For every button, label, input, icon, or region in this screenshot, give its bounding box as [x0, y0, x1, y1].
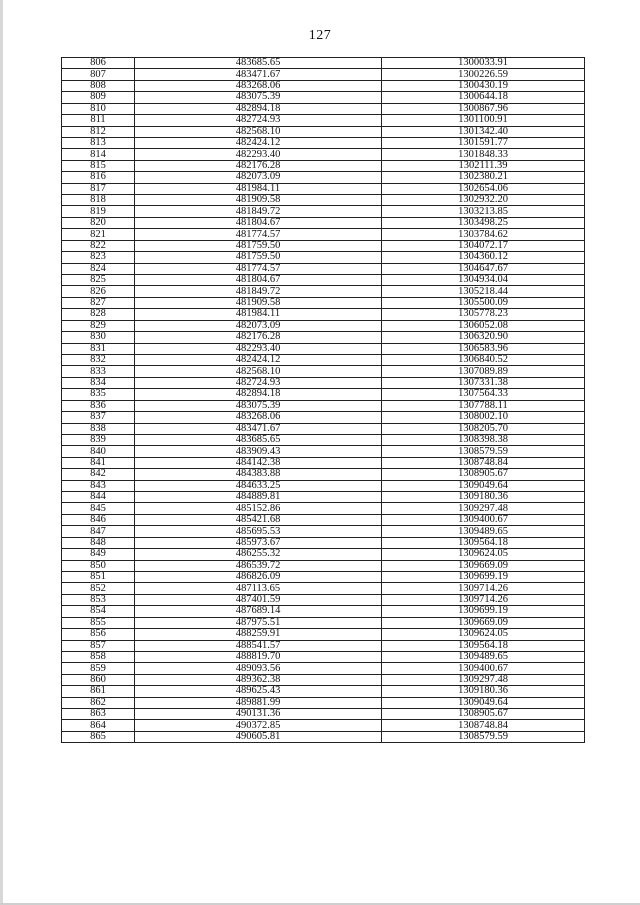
point-number-cell: 834: [62, 377, 135, 388]
page-number: 127: [308, 28, 332, 43]
x-coordinate-cell: 482176.28: [135, 160, 382, 171]
y-coordinate-cell: 1309049.64: [382, 480, 585, 491]
point-number-cell: 832: [62, 354, 135, 365]
y-coordinate-cell: 1309489.65: [382, 526, 585, 537]
y-coordinate-cell: 1302932.20: [382, 195, 585, 206]
point-number-cell: 833: [62, 366, 135, 377]
point-number-cell: 861: [62, 686, 135, 697]
point-number-cell: 840: [62, 446, 135, 457]
x-coordinate-cell: 484383.88: [135, 469, 382, 480]
point-number-cell: 865: [62, 731, 135, 742]
y-coordinate-cell: 1306320.90: [382, 332, 585, 343]
x-coordinate-cell: 485421.68: [135, 514, 382, 525]
x-coordinate-cell: 488259.91: [135, 629, 382, 640]
x-coordinate-cell: 484889.81: [135, 492, 382, 503]
x-coordinate-cell: 482424.12: [135, 354, 382, 365]
x-coordinate-cell: 490605.81: [135, 731, 382, 742]
table-row: [62, 446, 585, 457]
table-row: [62, 103, 585, 114]
y-coordinate-cell: 1307331.38: [382, 377, 585, 388]
x-coordinate-cell: 483471.67: [135, 423, 382, 434]
table-row: [62, 240, 585, 251]
point-number-cell: 848: [62, 537, 135, 548]
y-coordinate-cell: 1300226.59: [382, 69, 585, 80]
x-coordinate-cell: 482894.18: [135, 103, 382, 114]
y-coordinate-cell: 1300644.18: [382, 92, 585, 103]
x-coordinate-cell: 485152.86: [135, 503, 382, 514]
point-number-cell: 853: [62, 594, 135, 605]
x-coordinate-cell: 482073.09: [135, 172, 382, 183]
x-coordinate-cell: 489093.56: [135, 663, 382, 674]
x-coordinate-cell: 482073.09: [135, 320, 382, 331]
table-row: [62, 526, 585, 537]
table-row: [62, 731, 585, 742]
point-number-cell: 858: [62, 651, 135, 662]
y-coordinate-cell: 1301591.77: [382, 137, 585, 148]
table-row: [62, 697, 585, 708]
y-coordinate-cell: 1305778.23: [382, 309, 585, 320]
y-coordinate-cell: 1300033.91: [382, 58, 585, 69]
table-row: [62, 58, 585, 69]
point-number-cell: 811: [62, 115, 135, 126]
point-number-cell: 845: [62, 503, 135, 514]
y-coordinate-cell: 1308579.59: [382, 731, 585, 742]
y-coordinate-cell: 1303213.85: [382, 206, 585, 217]
y-coordinate-cell: 1309714.26: [382, 594, 585, 605]
x-coordinate-cell: 487689.14: [135, 606, 382, 617]
x-coordinate-cell: 489625.43: [135, 686, 382, 697]
y-coordinate-cell: 1309297.48: [382, 674, 585, 685]
y-coordinate-cell: 1307089.89: [382, 366, 585, 377]
table-row: [62, 126, 585, 137]
point-number-cell: 830: [62, 332, 135, 343]
y-coordinate-cell: 1302380.21: [382, 172, 585, 183]
point-number-cell: 850: [62, 560, 135, 571]
point-number-cell: 829: [62, 320, 135, 331]
point-number-cell: 856: [62, 629, 135, 640]
point-number-cell: 835: [62, 389, 135, 400]
point-number-cell: 842: [62, 469, 135, 480]
point-number-cell: 864: [62, 720, 135, 731]
table-row: [62, 412, 585, 423]
y-coordinate-cell: 1309669.09: [382, 560, 585, 571]
y-coordinate-cell: 1308205.70: [382, 423, 585, 434]
x-coordinate-cell: 488819.70: [135, 651, 382, 662]
y-coordinate-cell: 1307564.33: [382, 389, 585, 400]
x-coordinate-cell: 482724.93: [135, 115, 382, 126]
point-number-cell: 839: [62, 434, 135, 445]
y-coordinate-cell: 1301342.40: [382, 126, 585, 137]
y-coordinate-cell: 1309180.36: [382, 686, 585, 697]
point-number-cell: 822: [62, 240, 135, 251]
table-row: [62, 115, 585, 126]
x-coordinate-cell: 481909.58: [135, 195, 382, 206]
table-row: [62, 149, 585, 160]
x-coordinate-cell: 487975.51: [135, 617, 382, 628]
point-number-cell: 819: [62, 206, 135, 217]
table-row: [62, 286, 585, 297]
point-number-cell: 823: [62, 252, 135, 263]
x-coordinate-cell: 481759.50: [135, 240, 382, 251]
x-coordinate-cell: 481849.72: [135, 286, 382, 297]
y-coordinate-cell: 1304934.04: [382, 275, 585, 286]
table-row: [62, 195, 585, 206]
table-row: [62, 320, 585, 331]
table-row: [62, 492, 585, 503]
table-row: [62, 503, 585, 514]
table-row: [62, 69, 585, 80]
point-number-cell: 831: [62, 343, 135, 354]
table-row: [62, 583, 585, 594]
point-number-cell: 820: [62, 217, 135, 228]
x-coordinate-cell: 486826.09: [135, 571, 382, 582]
table-row: [62, 457, 585, 468]
table-row: [62, 137, 585, 148]
point-number-cell: 852: [62, 583, 135, 594]
y-coordinate-cell: 1302654.06: [382, 183, 585, 194]
y-coordinate-cell: 1308748.84: [382, 457, 585, 468]
table-row: [62, 480, 585, 491]
y-coordinate-cell: 1300430.19: [382, 80, 585, 91]
y-coordinate-cell: 1309624.05: [382, 549, 585, 560]
point-number-cell: 846: [62, 514, 135, 525]
point-number-cell: 826: [62, 286, 135, 297]
point-number-cell: 837: [62, 412, 135, 423]
x-coordinate-cell: 481774.57: [135, 263, 382, 274]
x-coordinate-cell: 481909.58: [135, 297, 382, 308]
y-coordinate-cell: 1306583.96: [382, 343, 585, 354]
table-row: [62, 92, 585, 103]
x-coordinate-cell: 490131.36: [135, 709, 382, 720]
table-row: [62, 571, 585, 582]
table-row: [62, 537, 585, 548]
table-row: [62, 606, 585, 617]
point-number-cell: 838: [62, 423, 135, 434]
y-coordinate-cell: 1308398.38: [382, 434, 585, 445]
table-row: [62, 297, 585, 308]
table-row: [62, 160, 585, 171]
point-number-cell: 817: [62, 183, 135, 194]
x-coordinate-cell: 489881.99: [135, 697, 382, 708]
table-row: [62, 275, 585, 286]
point-number-cell: 806: [62, 58, 135, 69]
point-number-cell: 855: [62, 617, 135, 628]
table-row: [62, 674, 585, 685]
y-coordinate-cell: 1309049.64: [382, 697, 585, 708]
table-row: [62, 549, 585, 560]
y-coordinate-cell: 1309489.65: [382, 651, 585, 662]
x-coordinate-cell: 487113.65: [135, 583, 382, 594]
x-coordinate-cell: 481804.67: [135, 275, 382, 286]
table-row: [62, 389, 585, 400]
x-coordinate-cell: 481774.57: [135, 229, 382, 240]
point-number-cell: 816: [62, 172, 135, 183]
x-coordinate-cell: 483268.06: [135, 412, 382, 423]
point-number-cell: 843: [62, 480, 135, 491]
x-coordinate-cell: 482424.12: [135, 137, 382, 148]
y-coordinate-cell: 1304647.67: [382, 263, 585, 274]
y-coordinate-cell: 1306840.52: [382, 354, 585, 365]
x-coordinate-cell: 483075.39: [135, 92, 382, 103]
y-coordinate-cell: 1306052.08: [382, 320, 585, 331]
table-row: [62, 686, 585, 697]
point-number-cell: 827: [62, 297, 135, 308]
table-row: [62, 252, 585, 263]
y-coordinate-cell: 1309564.18: [382, 640, 585, 651]
table-row: [62, 217, 585, 228]
x-coordinate-cell: 490372.85: [135, 720, 382, 731]
table-row: [62, 594, 585, 605]
y-coordinate-cell: 1309297.48: [382, 503, 585, 514]
y-coordinate-cell: 1309624.05: [382, 629, 585, 640]
x-coordinate-cell: 483075.39: [135, 400, 382, 411]
point-number-cell: 810: [62, 103, 135, 114]
y-coordinate-cell: 1303784.62: [382, 229, 585, 240]
point-number-cell: 818: [62, 195, 135, 206]
point-number-cell: 813: [62, 137, 135, 148]
point-number-cell: 841: [62, 457, 135, 468]
point-number-cell: 857: [62, 640, 135, 651]
x-coordinate-cell: 484142.38: [135, 457, 382, 468]
y-coordinate-cell: 1308905.67: [382, 469, 585, 480]
table-row: [62, 354, 585, 365]
x-coordinate-cell: 482724.93: [135, 377, 382, 388]
x-coordinate-cell: 483268.06: [135, 80, 382, 91]
point-number-cell: 815: [62, 160, 135, 171]
y-coordinate-cell: 1309564.18: [382, 537, 585, 548]
x-coordinate-cell: 484633.25: [135, 480, 382, 491]
y-coordinate-cell: 1309699.19: [382, 606, 585, 617]
point-number-cell: 814: [62, 149, 135, 160]
x-coordinate-cell: 485973.67: [135, 537, 382, 548]
table-row: [62, 514, 585, 525]
point-number-cell: 828: [62, 309, 135, 320]
y-coordinate-cell: 1301848.33: [382, 149, 585, 160]
y-coordinate-cell: 1304360.12: [382, 252, 585, 263]
table-row: [62, 206, 585, 217]
point-number-cell: 862: [62, 697, 135, 708]
table-row: [62, 709, 585, 720]
x-coordinate-cell: 481849.72: [135, 206, 382, 217]
y-coordinate-cell: 1304072.17: [382, 240, 585, 251]
x-coordinate-cell: 483909.43: [135, 446, 382, 457]
table-row: [62, 309, 585, 320]
y-coordinate-cell: 1301100.91: [382, 115, 585, 126]
table-row: [62, 172, 585, 183]
table-row: [62, 720, 585, 731]
point-number-cell: 847: [62, 526, 135, 537]
x-coordinate-cell: 482568.10: [135, 366, 382, 377]
y-coordinate-cell: 1309180.36: [382, 492, 585, 503]
point-number-cell: 812: [62, 126, 135, 137]
x-coordinate-cell: 483471.67: [135, 69, 382, 80]
table-row: [62, 80, 585, 91]
x-coordinate-cell: 483685.65: [135, 434, 382, 445]
y-coordinate-cell: 1309669.09: [382, 617, 585, 628]
point-number-cell: 807: [62, 69, 135, 80]
y-coordinate-cell: 1309699.19: [382, 571, 585, 582]
table-row: [62, 560, 585, 571]
x-coordinate-cell: 489362.38: [135, 674, 382, 685]
table-row: [62, 663, 585, 674]
coordinates-table: [61, 57, 585, 743]
y-coordinate-cell: 1305218.44: [382, 286, 585, 297]
point-number-cell: 844: [62, 492, 135, 503]
table-row: [62, 617, 585, 628]
table-row: [62, 343, 585, 354]
point-number-cell: 824: [62, 263, 135, 274]
y-coordinate-cell: 1305500.09: [382, 297, 585, 308]
x-coordinate-cell: 482293.40: [135, 149, 382, 160]
table-row: [62, 629, 585, 640]
y-coordinate-cell: 1302111.39: [382, 160, 585, 171]
table-body: [62, 58, 585, 743]
scan-edge-left: [0, 0, 3, 905]
x-coordinate-cell: 481984.11: [135, 183, 382, 194]
table-row: [62, 229, 585, 240]
table-row: [62, 434, 585, 445]
point-number-cell: 825: [62, 275, 135, 286]
point-number-cell: 854: [62, 606, 135, 617]
table-row: [62, 366, 585, 377]
table-row: [62, 332, 585, 343]
point-number-cell: 809: [62, 92, 135, 103]
x-coordinate-cell: 485695.53: [135, 526, 382, 537]
x-coordinate-cell: 486539.72: [135, 560, 382, 571]
x-coordinate-cell: 481984.11: [135, 309, 382, 320]
y-coordinate-cell: 1303498.25: [382, 217, 585, 228]
table-row: [62, 423, 585, 434]
x-coordinate-cell: 481759.50: [135, 252, 382, 263]
table-row: [62, 377, 585, 388]
point-number-cell: 836: [62, 400, 135, 411]
point-number-cell: 860: [62, 674, 135, 685]
x-coordinate-cell: 487401.59: [135, 594, 382, 605]
table-row: [62, 640, 585, 651]
y-coordinate-cell: 1308579.59: [382, 446, 585, 457]
y-coordinate-cell: 1308905.67: [382, 709, 585, 720]
point-number-cell: 849: [62, 549, 135, 560]
x-coordinate-cell: 483685.65: [135, 58, 382, 69]
x-coordinate-cell: 488541.57: [135, 640, 382, 651]
y-coordinate-cell: 1300867.96: [382, 103, 585, 114]
y-coordinate-cell: 1307788.11: [382, 400, 585, 411]
point-number-cell: 859: [62, 663, 135, 674]
x-coordinate-cell: 482293.40: [135, 343, 382, 354]
y-coordinate-cell: 1309400.67: [382, 514, 585, 525]
table-row: [62, 183, 585, 194]
table-row: [62, 651, 585, 662]
table-row: [62, 263, 585, 274]
x-coordinate-cell: 482176.28: [135, 332, 382, 343]
point-number-cell: 808: [62, 80, 135, 91]
point-number-cell: 821: [62, 229, 135, 240]
y-coordinate-cell: 1308002.10: [382, 412, 585, 423]
table-row: [62, 400, 585, 411]
point-number-cell: 863: [62, 709, 135, 720]
x-coordinate-cell: 482894.18: [135, 389, 382, 400]
x-coordinate-cell: 486255.32: [135, 549, 382, 560]
point-number-cell: 851: [62, 571, 135, 582]
x-coordinate-cell: 482568.10: [135, 126, 382, 137]
y-coordinate-cell: 1308748.84: [382, 720, 585, 731]
table-row: [62, 469, 585, 480]
x-coordinate-cell: 481804.67: [135, 217, 382, 228]
y-coordinate-cell: 1309714.26: [382, 583, 585, 594]
y-coordinate-cell: 1309400.67: [382, 663, 585, 674]
